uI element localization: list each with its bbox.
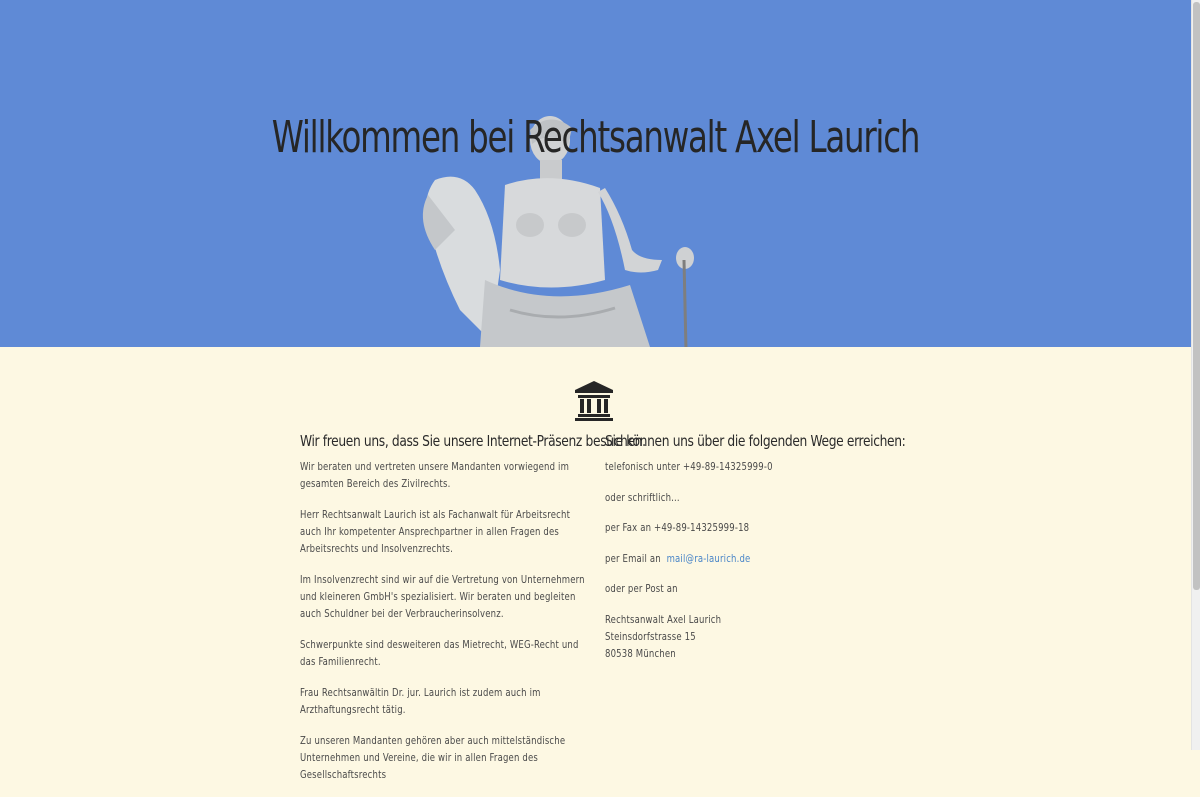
postal-address [605, 611, 893, 662]
scrollbar-thumb[interactable] [1193, 2, 1200, 590]
intro-paragraph: Frau Rechtsanwältin Dr. jur. Laurich ist zudem auch im Arzthaftungsrecht tätig. [300, 686, 541, 716]
written-line: oder schriftlich... [605, 490, 680, 504]
fax-line: per Fax an +49-89-14325999-18 [605, 521, 750, 534]
phone-line: telefonisch unter +49-89-14325999-0 [605, 460, 773, 473]
address-street: Steinsdorfstrasse 15 [605, 629, 696, 643]
email-link[interactable]: mail@ra-laurich.de [666, 551, 751, 565]
contact-column [605, 432, 905, 675]
address-city: 80538 München [605, 646, 676, 660]
intro-paragraph: Zu unseren Mandanten gehören aber auch mittelständische Unternehmen und Vereine, die wir in allen Fragen des Gesellschaftsrechts [300, 734, 566, 781]
address-name: Rechtsanwalt Axel Laurich [605, 612, 722, 626]
bank-building-icon [575, 381, 613, 426]
intro-paragraph: Herr Rechtsanwalt Laurich ist als Fachanwalt für Arbeitsrecht auch Ihr kompetenter Ansprechpartner in allen Fragen des Arbeitsrechts und Insolvenzrechts. [300, 508, 571, 555]
page-title: Willkommen bei Rechtsanwalt Axel Laurich [271, 112, 920, 163]
page-scrollbar[interactable] [1191, 0, 1200, 750]
contact-heading: Sie können uns über die folgenden Wege erreichen: [605, 432, 906, 450]
intro-paragraph: Im Insolvenzrecht sind wir auf die Vertretung von Unternehmern und kleineren GmbH's spezialisiert. Wir beraten und begleiten auch Schuldner bei der Verbraucherinsolvenz. [300, 573, 585, 620]
intro-heading: Wir freuen uns, dass Sie unsere Internet-Präsenz besuchen. [300, 432, 646, 450]
intro-paragraph: Wir beraten und vertreten unsere Mandanten vorwiegend im gesamten Bereich des Zivilrechts. [300, 460, 570, 490]
email-line [605, 550, 893, 567]
intro-paragraph: Schwerpunkte sind desweiteren das Mietrecht, WEG-Recht und das Familienrecht. [300, 638, 579, 668]
hero-banner [0, 0, 1191, 347]
email-prefix: per Email an [605, 551, 661, 565]
post-line: oder per Post an [605, 582, 678, 595]
